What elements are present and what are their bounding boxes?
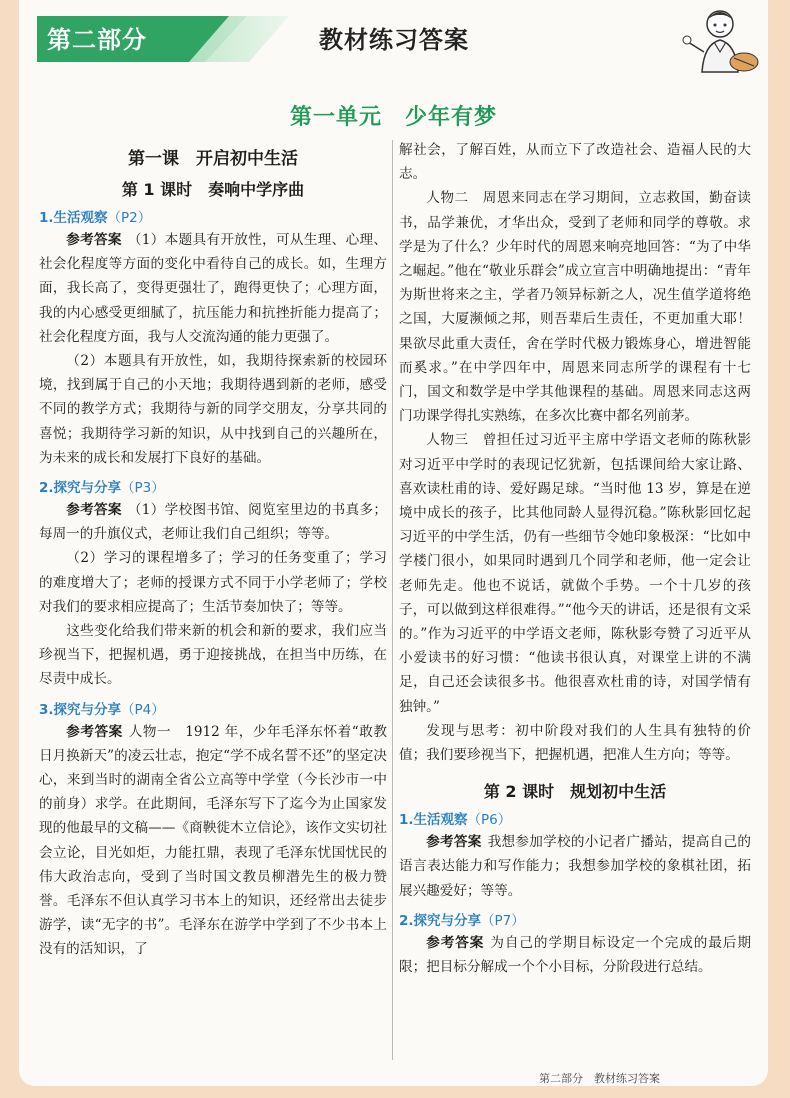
section-page: （P6） <box>467 812 512 829</box>
answer-paragraph: 人物三 曾担任过习近平主席中学语文老师的陈秋影对习近平中学时的表现记忆犹新，包括课间给大家让路、喜欢读杜甫的诗、爱好踢足球。“当时他 13 岁，算是在逆境中成长的孩子，比其他同龄人显得沉稳。”陈秋影回忆起习近平的中学生活，仍有一些细节令她印象极深：“比如中学楼门很小，如果同时遇到几个同学和老师，他一定会让老师先走。他也不说话，就做个手势。一个十几岁的孩子，可以做到这样很难得。”“他今天的讲话，还是很有文采的。”作为习近平的中学语文老师，陈秋影夸赞了习近平从小爱读书的好习惯：“他读书很认真，对课堂上讲的不满足，自己还会读很多书。他很喜欢杜甫的诗，对国学情有独钟。” <box>399 432 751 715</box>
answer-key-label: 参考答案 <box>426 834 482 851</box>
answer-text: （1）本题具有开放性，可从生理、心理、社会化程度等方面的变化中看待自己的成长。如，生理方面，我长高了，变得更强壮了，跑得更快了；心理方面，我的内心感受更细腻了，抗压能力和抗挫折能力提高了；社会化程度方面，我与人交流沟通的能力更强了。 <box>39 232 387 345</box>
right-column <box>399 138 751 979</box>
answer-paragraph <box>39 498 387 546</box>
section-page: （P7） <box>481 912 525 929</box>
page <box>19 0 768 1086</box>
section-label: 2.探究与分享 <box>39 480 122 497</box>
answer-paragraph: （2）本题具有开放性，如，我期待探索新的校园环境，找到属于自己的小天地；我期待遇到新的老师，感受不同的教学方式；我期待与新的同学交朋友，分享共同的喜悦；我期待学习新的知识，从中找到自己的兴趣所在，为未来的成长和发展打下良好的基础。 <box>39 353 387 466</box>
section-heading <box>39 698 387 718</box>
section-page: （P4） <box>121 701 165 718</box>
section-heading <box>39 476 387 496</box>
answer-paragraph <box>399 931 751 979</box>
section-label: 1.生活观察 <box>39 210 108 226</box>
answer-paragraph: 人物二 周恩来同志在学习期间，立志救国，勤奋读书，品学兼优，才华出众，受到了老师和同学的尊敬。求学是为了什么？少年时代的周恩来响亮地回答：“为了中华之崛起。”他在“敬业乐群会”成立宣言中明确地提出：“青年为斯世将来之主，学者乃领异标新之人，况生值学道将绝之国，大厦濒倾之邦，则吾辈后生责任，不更加重大耶！果欲尽此重大责任，舍在学时代极力锻炼身心，增进智能而奚求。”在中学四年中，周恩来同志所学的课程有十七门，国文和数学是中学其他课程的基础。周恩来同志这两门功课学得扎实熟练，在多次比赛中都名列前茅。 <box>399 190 751 425</box>
part-label: 第二部分 <box>47 26 147 54</box>
lesson-title: 第一课 开启初中生活 <box>128 149 298 169</box>
section-label: 2.探究与分享 <box>399 912 482 929</box>
section-heading <box>399 808 751 828</box>
answer-key-label: 参考答案 <box>66 502 122 519</box>
answer-paragraph <box>39 228 387 349</box>
answer-paragraph: 这些变化给我们带来新的机会和新的要求，我们应当珍视当下，把握机遇，勇于迎接挑战，在担当中历练，在尽责中成长。 <box>39 623 387 688</box>
section-label: 1.生活观察 <box>399 812 468 829</box>
section-label: 3.探究与分享 <box>39 701 122 718</box>
period-title: 第 1 课时 奏响中学序曲 <box>121 180 305 199</box>
page-header <box>19 0 768 96</box>
section-page: （P3） <box>121 480 165 497</box>
answer-text: 我想参加学校的小记者广播站，提高自己的语言表达能力和写作能力；我想参加学校的象棋社团，拓展兴趣爱好；等等。 <box>399 834 752 899</box>
left-column <box>39 138 387 962</box>
page-title: 教材练习答案 <box>319 26 469 54</box>
answer-text: 人物一 1912 年，少年毛泽东怀着“敢教日月换新天”的凌云壮志，抱定“学不成名誓不还”的坚定决心，来到当时的湖南全省公立高等中学堂（今长沙市一中的前身）求学。在此期间，毛泽东写下了迄今为止国家发现的他最早的文稿——《商鞅徙木立信论》，该作文实切社会立论，目光如炬，力能扛鼎，表现了毛泽东忧国忧民的伟大政治志向，受到了当时国文教员柳潜先生的极力赞誉。毛泽东不但认真学习书本上的知识，还经常出去徒步游学，读“无字的书”。毛泽东在游学中学到了不少书本上没有的活知识，了 <box>39 723 387 958</box>
answer-key-label: 参考答案 <box>426 934 485 951</box>
answer-paragraph <box>39 720 387 962</box>
answer-paragraph: （2）学习的课程增多了；学习的任务变重了；学习的难度增大了；老师的授课方式不同于小学老师了；学校对我们的要求相应提高了；生活节奏加快了；等等。 <box>39 550 387 615</box>
answer-text: （1）学校图书馆、阅览室里边的书真多；每周一的升旗仪式，老师让我们自己组织；等等。 <box>39 502 387 543</box>
answer-paragraph: 发现与思考：初中阶段对我们的人生具有独特的价值；我们要珍视当下，把握机遇，把准人生方向；等等。 <box>399 722 751 764</box>
section-page: （P2） <box>107 210 152 226</box>
column-divider <box>392 140 393 1060</box>
section-heading <box>399 909 751 929</box>
answer-key-label: 参考答案 <box>66 723 123 740</box>
answer-paragraph: 解社会，了解百姓，从而立下了改造社会、造福人民的大志。 <box>399 142 751 183</box>
period-title: 第 2 课时 规划初中生活 <box>483 782 667 802</box>
page-footer: 第二部分 教材练习答案 <box>539 1072 660 1085</box>
unit-title: 第一单元 少年有梦 <box>289 105 497 130</box>
answer-paragraph <box>399 830 751 903</box>
answer-text: 为自己的学期目标设定一个完成的最后期限；把目标分解成一个个小目标，分阶段进行总结。 <box>399 934 752 976</box>
student-illustration-icon <box>674 2 764 94</box>
section-heading <box>39 206 387 226</box>
answer-key-label: 参考答案 <box>66 232 122 248</box>
